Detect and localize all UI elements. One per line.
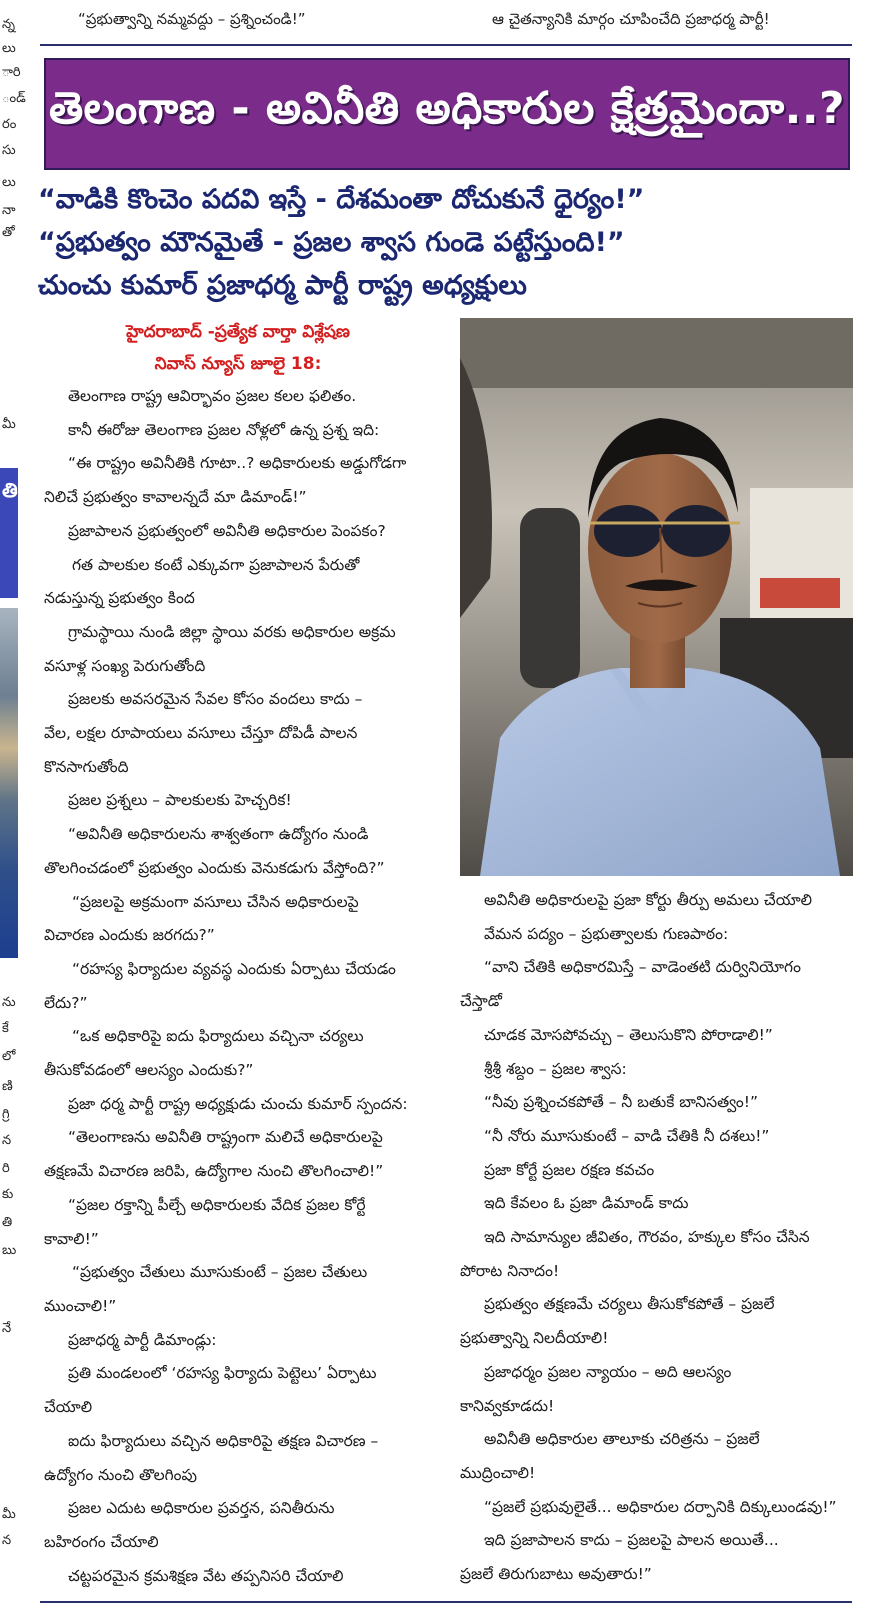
article-line: కానివ్వకూడదు! [460,1396,555,1415]
article-line: ప్రజాధర్మ పార్టీ డిమాండ్లు: [68,1330,217,1349]
article-line: లేదు?” [44,993,88,1012]
article-line: బహిరంగం చేయాలి [44,1532,159,1551]
article-line: శ్రీశ్రీ శబ్దం – ప్రజల శ్వాస: [484,1059,627,1078]
byline-location: హైదరాబాద్ -ప్రత్యేక వార్తా విశ్లేషణ [126,322,350,342]
edge-fragment: న్న [2,17,15,32]
article-line: చేస్తాడో [460,992,502,1011]
edge-fragment: కు [2,1187,14,1202]
article-line: ముద్రించాలి! [460,1463,536,1482]
article-line: తీసుకోవడంలో ఆలస్యం ఎందుకు?” [44,1061,254,1080]
article-line: ప్రతి మండలంలో ‘రహస్య ఫిర్యాదు పెట్టెలు’ ఏర్పాటు [68,1364,377,1383]
article-line: ప్రజాపాలన ప్రభుత్వంలో అవినీతి అధికారుల పెంపకం? [68,521,386,540]
headline: తెలంగాణ - అవినీతి అధికారుల క్షేత్రమైందా..? [48,83,846,134]
article-line: అవినీతి అధికారులపై ప్రజా కోర్టు తీర్పు అమలు చేయాలి [484,891,812,909]
article-line: కొనసాగుతోంది [44,757,129,776]
article-line: “ఈ రాష్ట్రం అవినీతికి గూటా..? అధికారులకు అడ్డుగోడగా [68,454,407,473]
edge-fragment: కే [2,1021,9,1036]
article-line: ప్రజాధర్మం ప్రజల న్యాయం – అది ఆలస్యం [484,1362,732,1381]
article-line: తక్షణమే విచారణ జరిపి, ఉద్యోగాల నుంచి తొలగించాలి!” [44,1162,384,1181]
article-left-column [40,380,438,1593]
article-line: “ప్రజలపై అక్రమంగా వసూలు చేసిన అధికారులపై [72,892,359,911]
article-line: “ప్రభుత్వం చేతులు మూసుకుంటే – ప్రజల చేతులు [72,1263,368,1282]
article-line: వసూళ్ల సంఖ్య పెరుగుతోంది [44,656,206,675]
edge-fragment: మీ [2,1507,16,1522]
article-line: ఇది కేవలం ఓ ప్రజా డిమాండ్ కాదు [484,1194,689,1213]
article-line: గత పాలకుల కంటే ఎక్కువగా ప్రజాపాలన పేరుతో [72,555,360,574]
edge-fragment: న [2,1133,12,1148]
article-line: విచారణ ఎందుకు జరగదు?” [44,926,215,945]
author-photo [460,318,853,876]
article-line: ప్రజల ఎదుట అధికారుల ప్రవర్తన, పనితీరును [68,1499,335,1518]
edge-fragment: లు [2,41,16,56]
article-line: ఇది సామాన్యుల జీవితం, గౌరవం, హక్కుల కోసం చేసిన [484,1228,810,1247]
article-line: చూడక మోసపోవచ్చు – తెలుసుకొని పోరాడాలి!” [484,1025,773,1044]
article-line: “ప్రజలే ప్రభువులైతే... అధికారుల దర్పానికి దిక్కులుండవు!” [484,1497,837,1516]
top-rule [40,44,852,46]
article-line: కావాలి!” [44,1229,99,1248]
byline-source-date: నివాస్ న్యూస్ జూలై 18: [154,354,322,374]
edge-fragment: ారి [2,65,21,80]
edge-fragment: గ్రి [2,1107,10,1122]
article-line: ప్రజా ధర్మ పార్టీ రాష్ట్ర అధ్యక్షుడు చుంచు కుమార్ స్పందన: [68,1094,408,1113]
article-line: ముంచాలి!” [44,1296,117,1315]
article-line: చట్టపరమైన క్రమశిక్షణ వేట తప్పనిసరి చేయాలి [68,1566,344,1585]
article-line: వేల, లక్షల రూపాయలు వసూలు చేస్తూ దోపిడీ పాలన [44,724,358,743]
edge-fragment: తో [2,225,15,240]
article-line: ఐదు ఫిర్యాదులు వచ్చిన అధికారిపై తక్షణ విచారణ – [68,1431,379,1450]
article-line: ప్రజల ప్రశ్నలు – పాలకులకు హెచ్చరిక! [68,791,292,810]
edge-fragment: ను [2,995,16,1010]
previous-article-left-line: “ప్రభుత్వాన్ని నమ్మవద్దు – ప్రశ్నించండి!” [78,10,306,28]
edge-blue-block [0,468,18,598]
pull-quote-1: “వాడికి కొంచెం పదవి ఇస్తే - దేశమంతా దోచుకునే ధైర్యం!” [38,184,645,215]
edge-fragment: న [2,1533,12,1548]
edge-fragment: తి [2,478,18,502]
edge-fragment: నే [2,1321,12,1336]
article-line: “అవినీతి అధికారులను శాశ్వతంగా ఉద్యోగం నుండి [68,825,369,844]
article-line: ప్రభుత్వం తక్షణమే చర్యలు తీసుకోకపోతే – ప్రజలే [484,1295,775,1314]
author-photo-illustration [460,318,853,876]
article-line: “రహస్య ఫిర్యాదుల వ్యవస్థ ఎందుకు ఏర్పాటు చేయడం [72,959,396,978]
article-line: ఇది ప్రజాపాలన కాదు – ప్రజలపై పాలన అయితే... [484,1531,779,1550]
article-line: “నీ నోరు మూసుకుంటే – వాడి చేతికి నీ దశలు!” [484,1126,770,1145]
article-line: తొలగించడంలో ప్రభుత్వం ఎందుకు వెనుకడుగు వేస్తోంది?” [44,858,385,877]
article-line: తెలంగాణ రాష్ట్ర ఆవిర్భావం ప్రజల కలల ఫలితం. [68,387,357,405]
pull-quote-2: “ప్రభుత్వం మౌనమైతే - ప్రజల శ్వాస గుండె పట్టేస్తుంది!” [38,227,625,258]
edge-fragment: బు [2,1243,17,1258]
article-line: చేయాలి [44,1398,93,1417]
edge-fragment: ండ్ [2,91,26,106]
article-line: ప్రజా కోర్టే ప్రజల రక్షణ కవచం [484,1160,655,1179]
edge-fragment: లు [2,175,16,190]
article-line: “తెలంగాణను అవినీతి రాష్ట్రంగా మలిచే అధికారులపై [68,1128,383,1147]
headline-banner [44,58,850,170]
article-line: “వాని చేతికి అధికారమిస్తే – వాడెంతటి దుర్వినియోగం [484,958,801,977]
article-line: కానీ ఈరోజు తెలంగాణ ప్రజల నోళ్లలో ఉన్న ప్రశ్న ఇది: [68,420,380,439]
edge-fragment: మీ [2,417,16,432]
previous-article-right-line: ఆ చైతన్యానికి మార్గం చూపించేది ప్రజాధర్మ పార్టీ! [492,10,770,28]
bottom-rule [40,1601,852,1603]
article-right-column [456,884,852,1592]
article-line: అవినీతి అధికారుల తాలూకు చరిత్రను – ప్రజలే [484,1430,760,1449]
article-line: “ఒక అధికారిపై ఐదు ఫిర్యాదులు వచ్చినా చర్యలు [72,1027,364,1046]
article-line: పోరాట నినాదం! [460,1261,560,1280]
article-line: ప్రభుత్వాన్ని నిలదీయాలి! [460,1329,609,1348]
article-line: గ్రామస్థాయి నుండి జిల్లా స్థాయి వరకు అధికారుల అక్రమ [68,622,396,641]
edge-fragment: ణి [2,1079,13,1094]
article-line: ఉద్యోగం నుంచి తొలగింపు [44,1465,197,1484]
article-line: “ప్రజల రక్తాన్ని పీల్చే అధికారులకు వేదిక ప్రజల కోర్టే [68,1195,366,1214]
edge-photo-fragment [0,608,18,958]
left-edge-strip [0,0,26,1621]
article-line: నడుస్తున్న ప్రభుత్వం కింద [44,589,195,608]
edge-fragment: రి [2,1161,10,1176]
article-line: వేమన పద్యం – ప్రభుత్వాలకు గుణపాఠం: [484,924,729,943]
edge-fragment: రం [2,117,17,132]
edge-fragment: సు [2,143,16,158]
edge-fragment: నా [2,203,16,218]
article-line: ప్రజలకు అవసరమైన సేవల కోసం వందలు కాదు – [68,690,363,709]
article-line: “నీవు ప్రశ్నించకపోతే – నీ బతుకే బానిసత్వం!” [484,1093,759,1112]
edge-fragment: లో [2,1049,16,1064]
article-line: ప్రజలే తిరుగుబాటు అవుతారు!” [460,1565,652,1584]
article-line: నిలిచే ప్రభుత్వం కావాలన్నదే మా డిమాండ్!” [44,488,307,507]
edge-fragment: తి [2,1215,13,1230]
pull-quote-author: చుంచు కుమార్ ప్రజాధర్మ పార్టీ రాష్ట్ర అధ్యక్షులు [38,270,527,301]
previous-article-tail [40,0,852,46]
